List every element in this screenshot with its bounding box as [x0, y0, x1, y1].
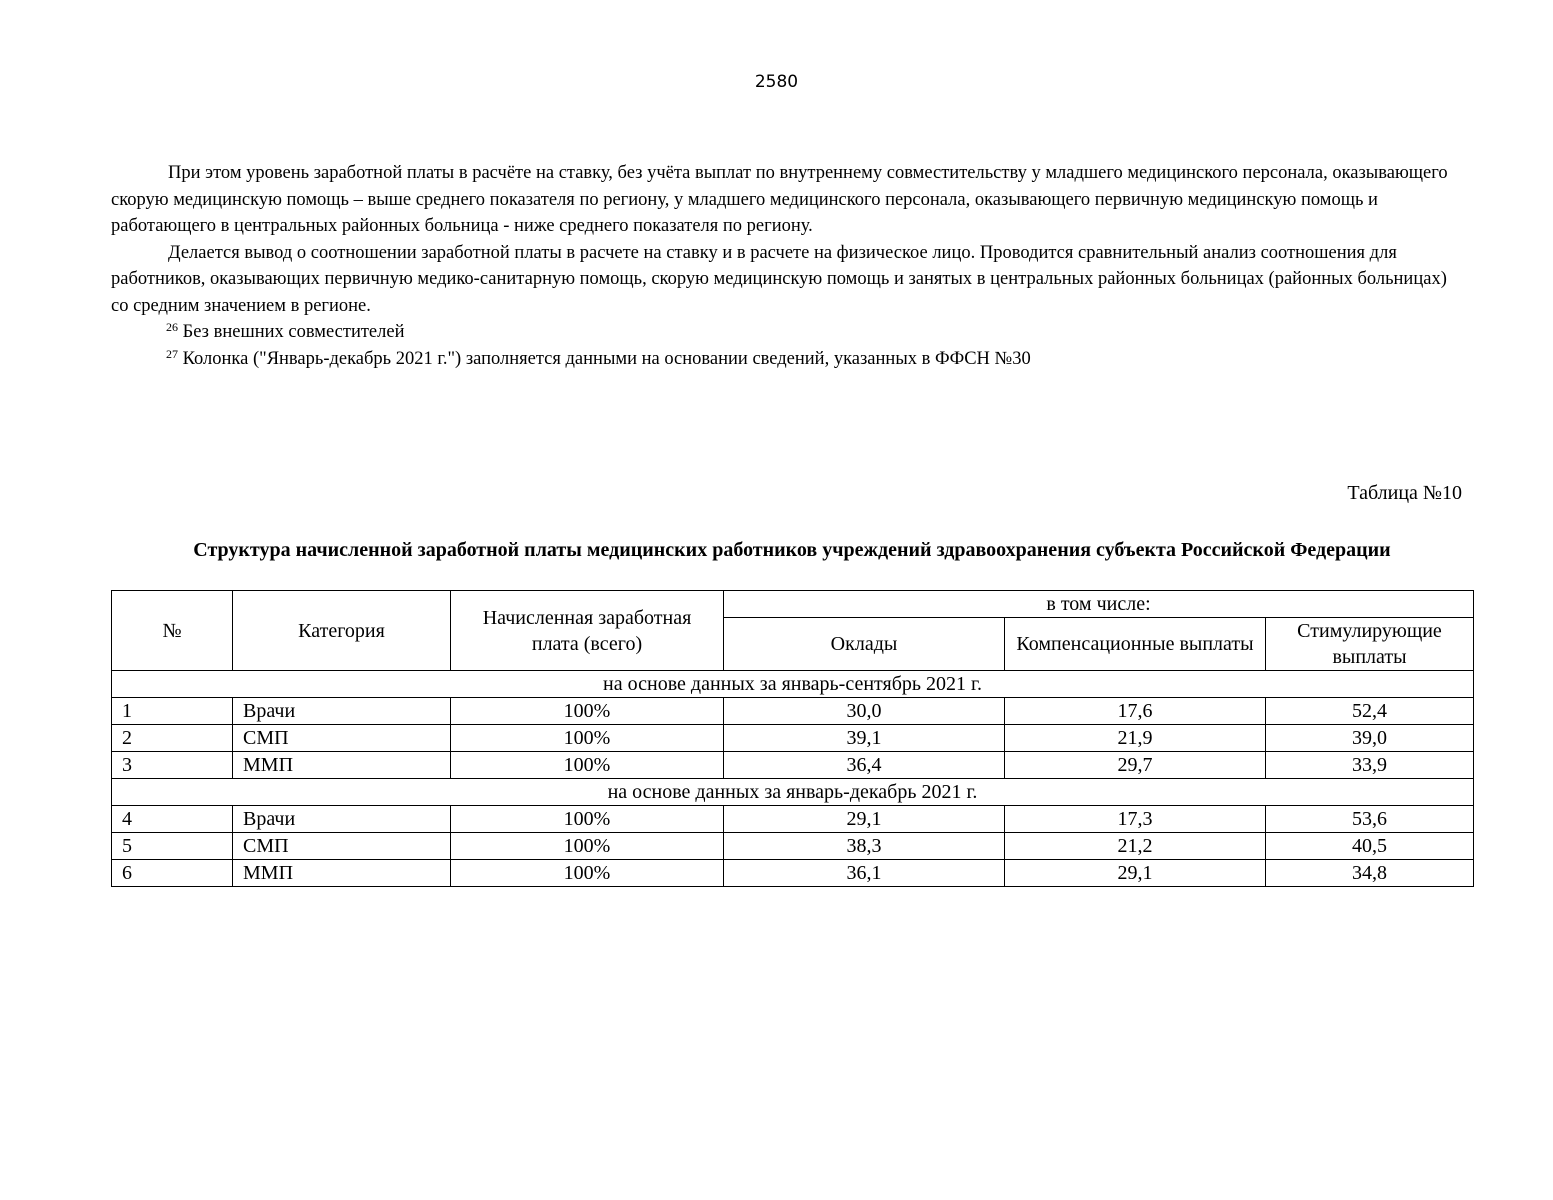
paragraph-1: При этом уровень заработной платы в расчёте на ставку, без учёта выплат по внутреннему совместительству у младшего медицинского персонала, оказывающего скорую медицинскую помощь – выше среднего показателя по региону, у младшего медицинского персонала, оказывающего первичную медицинскую помощь и работающего в центральных районных больница - ниже среднего показателя по региону.	[111, 163, 1448, 236]
cell-compensation: 17,3	[1005, 806, 1266, 833]
table-row	[112, 806, 1474, 833]
section-row	[112, 779, 1474, 806]
table-title: Структура начисленной заработной платы медицинских работников учреждений здравоохранения субъекта Российской Федерации	[193, 539, 1391, 561]
footnote-26-text: Без внешних совместителей	[182, 322, 405, 342]
footnote-27-text: Колонка ("Январь-декабрь 2021 г.") заполняется данными на основании сведений, указанных в ФФСН №30	[182, 348, 1031, 369]
cell-compensation: 17,6	[1005, 698, 1266, 725]
cell-num: 5	[112, 833, 233, 860]
cell-category: Врачи	[233, 698, 451, 725]
cell-compensation: 29,7	[1005, 752, 1266, 779]
cell-category: ММП	[233, 860, 451, 887]
cell-num: 6	[112, 860, 233, 887]
header-incentive: Стимулирующие выплаты	[1266, 618, 1474, 671]
cell-category: СМП	[233, 833, 451, 860]
cell-incentive: 52,4	[1266, 698, 1474, 725]
section-row	[112, 671, 1474, 698]
cell-total: 100%	[451, 860, 724, 887]
cell-compensation: 29,1	[1005, 860, 1266, 887]
cell-incentive: 53,6	[1266, 806, 1474, 833]
paragraph-2: Делается вывод о соотношении заработной платы в расчете на ставку и в расчете на физическое лицо. Проводится сравнительный анализ соотношения для работников, оказывающих первичную медико-санитарную помощь, скорую медицинскую помощь и занятых в центральных районных больницах (районных больницах) со средним значением в регионе.	[111, 242, 1447, 316]
cell-num: 1	[112, 698, 233, 725]
footnote-27	[111, 346, 1451, 373]
cell-total: 100%	[451, 752, 724, 779]
cell-incentive: 39,0	[1266, 725, 1474, 752]
header-total: Начисленная заработная плата (всего)	[451, 591, 724, 671]
cell-total: 100%	[451, 725, 724, 752]
header-compensation: Компенсационные выплаты	[1005, 618, 1266, 671]
cell-total: 100%	[451, 833, 724, 860]
table-row	[112, 860, 1474, 887]
cell-category: Врачи	[233, 806, 451, 833]
cell-total: 100%	[451, 698, 724, 725]
cell-salary: 36,4	[724, 752, 1005, 779]
footnote-27-mark: 27	[166, 346, 178, 361]
cell-salary: 38,3	[724, 833, 1005, 860]
cell-num: 3	[112, 752, 233, 779]
section-title-2: на основе данных за январь-декабрь 2021 г.	[112, 779, 1474, 806]
cell-category: СМП	[233, 725, 451, 752]
table-row	[112, 752, 1474, 779]
header-salary: Оклады	[724, 618, 1005, 671]
table-row	[112, 725, 1474, 752]
cell-num: 4	[112, 806, 233, 833]
cell-category: ММП	[233, 752, 451, 779]
cell-incentive: 34,8	[1266, 860, 1474, 887]
cell-compensation: 21,2	[1005, 833, 1266, 860]
table-row	[112, 833, 1474, 860]
header-row-1	[112, 591, 1474, 618]
cell-total: 100%	[451, 806, 724, 833]
header-including: в том числе:	[724, 591, 1474, 618]
header-num: №	[112, 591, 233, 671]
footnote-26-mark: 26	[166, 320, 178, 334]
cell-salary: 30,0	[724, 698, 1005, 725]
cell-salary: 39,1	[724, 725, 1005, 752]
cell-incentive: 33,9	[1266, 752, 1474, 779]
footnote-26	[111, 319, 1451, 346]
section-title-1: на основе данных за январь-сентябрь 2021 г.	[112, 671, 1474, 698]
header-category: Категория	[233, 591, 451, 671]
page-number: 2580	[754, 72, 799, 92]
cell-num: 2	[112, 725, 233, 752]
table-label: Таблица №10	[1347, 482, 1462, 504]
cell-salary: 29,1	[724, 806, 1005, 833]
cell-compensation: 21,9	[1005, 725, 1266, 752]
body-text	[111, 160, 1451, 372]
cell-salary: 36,1	[724, 860, 1005, 887]
cell-incentive: 40,5	[1266, 833, 1474, 860]
table-row	[112, 698, 1474, 725]
salary-structure-table	[111, 590, 1474, 887]
